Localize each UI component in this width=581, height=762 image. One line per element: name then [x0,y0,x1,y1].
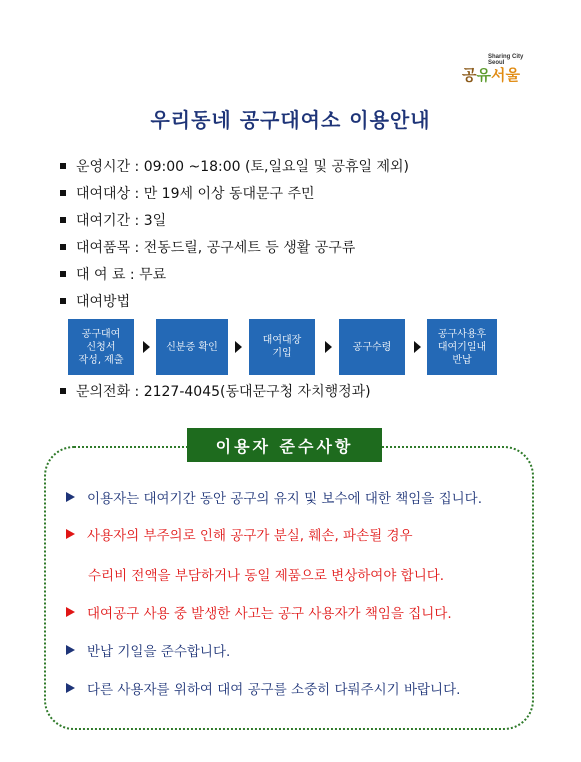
info-rental-period [60,210,166,230]
triangle-bullet-icon [66,607,75,617]
rule-item [66,639,230,661]
info-text: 대여기간 : 3일 [76,213,167,229]
logo-wordmark [462,64,520,85]
process-step-3: 대여대장 기입 [249,319,315,375]
process-step-2: 신분증 확인 [156,319,228,375]
sharing-city-seoul-logo [458,54,538,94]
square-bullet-icon [60,190,66,196]
process-step-5: 공구사용후 대여기일내 반납 [427,319,497,375]
rule-item [66,677,460,699]
info-text: 대 여 료 : 무료 [76,267,167,283]
square-bullet-icon [60,244,66,250]
logo-subtext: Sharing City Seoul [488,54,524,66]
info-rental-method [60,291,130,311]
triangle-bullet-icon [66,529,75,539]
square-bullet-icon [60,298,66,304]
arrow-right-icon [235,341,242,353]
process-step-4: 공구수령 [339,319,405,375]
info-text: 대여품목 : 전동드릴, 공구세트 등 생활 공구류 [76,240,356,256]
info-operating-hours [60,156,409,176]
rule-text: 이용자는 대여기간 동안 공구의 유지 및 보수에 대한 책임을 집니다. [87,491,483,507]
triangle-bullet-icon [66,645,75,655]
rule-item [66,601,452,623]
square-bullet-icon [60,388,66,394]
rules-heading: 이용자 준수사항 [187,428,382,462]
logo-part-2: 유 [476,66,491,84]
square-bullet-icon [60,271,66,277]
triangle-bullet-icon [66,683,75,693]
info-rental-fee [60,264,166,284]
info-text: 대여방법 [76,294,131,310]
logo-part-3: 서울 [491,66,520,84]
page-title: 우리동네 공구대여소 이용안내 [150,108,431,132]
arrow-right-icon [143,341,150,353]
info-rental-items [60,237,355,257]
rule-text: 반납 기일을 준수합니다. [87,644,231,660]
rental-process-flow [68,319,498,375]
square-bullet-icon [60,217,66,223]
rule-text-continuation: 수리비 전액을 부담하거나 동일 제품으로 변상하여야 합니다. [88,568,445,584]
square-bullet-icon [60,163,66,169]
rule-text: 다른 사용자를 위하여 대여 공구를 소중히 다뤄주시기 바랍니다. [87,682,461,698]
rule-item [66,486,482,508]
triangle-bullet-icon [66,492,75,502]
info-text: 대여대상 : 만 19세 이상 동대문구 주민 [76,186,315,202]
rule-text: 대여공구 사용 중 발생한 사고는 공구 사용자가 책임을 집니다. [87,606,452,622]
rule-item [66,523,413,545]
info-eligibility [60,183,315,203]
arrow-right-icon [325,341,332,353]
logo-part-1: 공 [462,66,477,84]
info-contact [60,381,371,401]
info-text: 문의전화 : 2127-4045(동대문구청 자치행정과) [76,384,371,400]
process-step-1: 공구대여 신청서 작성, 제출 [68,319,134,375]
rule-text: 사용자의 부주의로 인해 공구가 분실, 훼손, 파손될 경우 [87,528,413,544]
info-text: 운영시간 : 09:00 ~18:00 (토,일요일 및 공휴일 제외) [76,159,409,175]
arrow-right-icon [414,341,421,353]
